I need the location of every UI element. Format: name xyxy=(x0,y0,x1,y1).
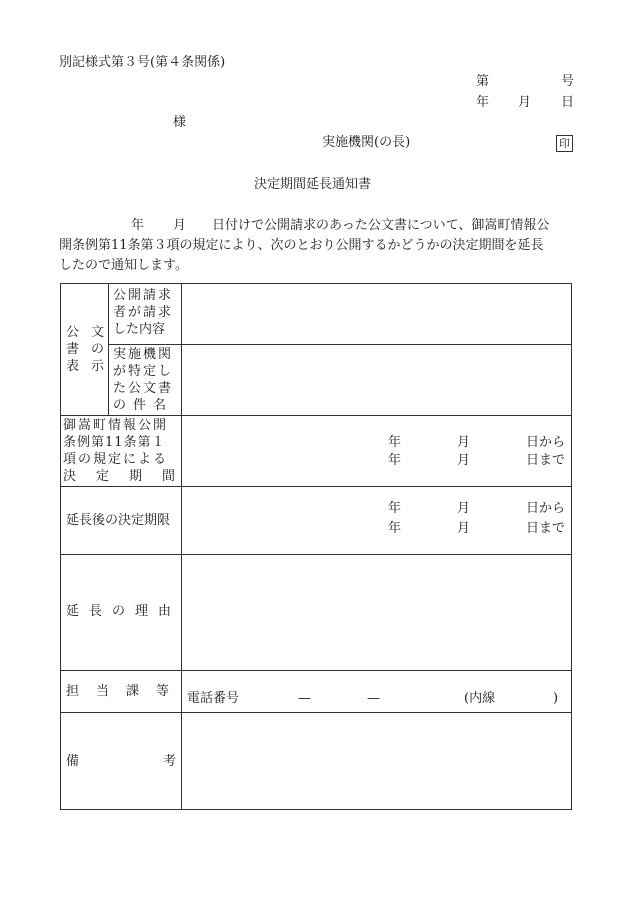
extended-from-day: 日から xyxy=(526,501,566,516)
request-content-label-3: した内容 xyxy=(113,322,166,337)
addressee-suffix: 様 xyxy=(173,115,187,130)
decision-from-year: 年 xyxy=(388,435,402,450)
phone-label: 電話番号 xyxy=(187,691,240,706)
extension-label: (内線 xyxy=(464,691,496,706)
decision-period-label-2: 条例第11条第１ xyxy=(63,435,166,450)
extended-from-month: 月 xyxy=(457,501,471,516)
date-month: 月 xyxy=(518,95,532,110)
decision-from-month: 月 xyxy=(457,435,471,450)
extension-close: ) xyxy=(553,691,559,706)
doc-display-row-3: 表 示 xyxy=(66,359,104,374)
sender: 実施機関(の長) xyxy=(322,135,411,150)
seal-stamp: 印 xyxy=(556,135,573,152)
document-title: 決定期間延長通知書 xyxy=(254,177,372,192)
number-prefix: 第 xyxy=(476,74,490,89)
decision-until-year: 年 xyxy=(388,453,402,468)
remarks-label: 備考 xyxy=(66,754,261,769)
phone-dash-2: — xyxy=(367,691,380,706)
number-suffix: 号 xyxy=(561,74,575,89)
form-id: 別記様式第３号(第４条関係) xyxy=(59,55,226,70)
body-line-2: 開条例第11条第３項の規定により、次のとおり公開するかどうかの決定期間を延長 xyxy=(59,238,544,253)
decision-until-day: 日まで xyxy=(526,453,566,468)
extended-until-month: 月 xyxy=(457,521,471,536)
extended-until-day: 日まで xyxy=(526,521,566,536)
decision-until-month: 月 xyxy=(457,453,471,468)
extended-deadline-label: 延長後の決定期限 xyxy=(66,513,171,528)
identified-name-label-1: 実施機関 xyxy=(113,347,174,362)
date-day: 日 xyxy=(561,95,575,110)
date-year: 年 xyxy=(476,95,490,110)
extended-until-year: 年 xyxy=(388,521,402,536)
body-line-1: 日付けで公開請求のあった公文書について、御嵩町情報公 xyxy=(212,218,550,233)
reason-label: 延長の理由 xyxy=(66,604,182,619)
phone-dash-1: — xyxy=(298,691,311,706)
identified-name-label-2: が特定し xyxy=(113,364,174,379)
doc-display-row-1: 公 文 xyxy=(66,325,104,340)
decision-period-label-4: 決定期間 xyxy=(63,469,196,484)
body-month: 月 xyxy=(173,218,187,233)
decision-from-day: 日から xyxy=(526,435,566,450)
body-year: 年 xyxy=(131,218,145,233)
section-label: 担当課等 xyxy=(66,684,187,699)
decision-period-label-1: 御嵩町情報公開 xyxy=(63,418,169,433)
extended-from-year: 年 xyxy=(388,501,402,516)
body-line-3: したので通知します。 xyxy=(59,258,188,273)
request-content-label-1: 公開請求 xyxy=(113,288,174,303)
decision-period-label-3: 項の規定による xyxy=(63,452,169,467)
identified-name-label-3: た公文書 xyxy=(113,381,174,396)
request-content-label-2: 者が請求 xyxy=(113,305,174,320)
identified-name-label-4: の件名 xyxy=(113,398,174,413)
doc-display-row-2: 書 の xyxy=(66,342,104,357)
